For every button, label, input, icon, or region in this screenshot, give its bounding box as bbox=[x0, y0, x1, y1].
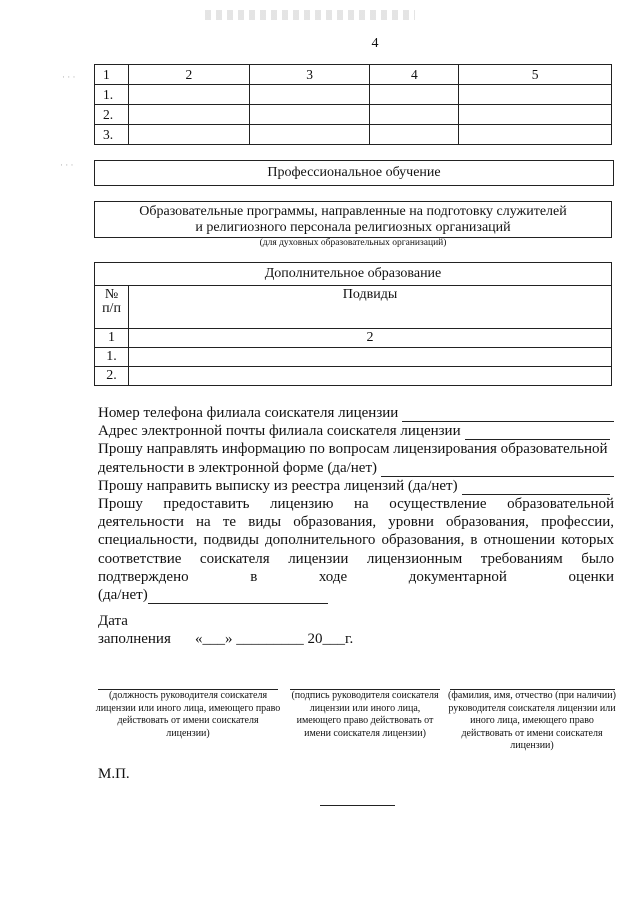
date-label-2: заполнения bbox=[98, 631, 171, 647]
email-field[interactable] bbox=[465, 425, 610, 440]
margin-mark: · · · bbox=[60, 160, 74, 170]
religious-programs-box bbox=[94, 201, 612, 238]
table-header-cell: 5 bbox=[459, 65, 612, 85]
license-text: деятельности на те виды образования, уровни образования, профессии, bbox=[98, 514, 614, 531]
subtypes-column-header: Подвиды bbox=[129, 286, 612, 329]
table-cell[interactable] bbox=[249, 125, 370, 145]
license-yes-no-label: (да/нет) bbox=[98, 587, 148, 604]
religious-programs-note: (для духовных образовательных организаций) bbox=[259, 238, 447, 248]
electronic-line bbox=[98, 459, 614, 477]
application-form bbox=[98, 404, 614, 604]
table-cell[interactable] bbox=[459, 85, 612, 105]
position-caption: (должность руководителя соискателя лицензии или иного лица, имеющего право действовать от имени соискателя лицензии) bbox=[95, 690, 281, 739]
row-number: 1. bbox=[95, 348, 129, 367]
number-sign: № bbox=[104, 287, 119, 302]
table-header-row bbox=[95, 65, 612, 85]
license-text: подтверждено в ходе документарной оценки bbox=[98, 568, 614, 585]
scan-artifact bbox=[205, 10, 415, 20]
table-header-cell: 4 bbox=[370, 65, 459, 85]
continuation-table bbox=[94, 64, 612, 145]
signature-caption: (подпись руководителя соискателя лицензии или иного лица, имеющего право действовать от имени соискателя лицензии) bbox=[291, 690, 439, 739]
table-cell[interactable] bbox=[249, 105, 370, 125]
extract-field[interactable] bbox=[462, 480, 610, 495]
number-pp: п/п bbox=[102, 301, 121, 316]
license-text: соответствие соискателя лицензии лицензионным требованиям было bbox=[98, 550, 614, 567]
row-number: 1. bbox=[95, 85, 129, 105]
column-number: 2 bbox=[129, 329, 612, 348]
date-label: Дата bbox=[98, 613, 128, 629]
extract-label: Прошу направить выписку из реестра лицензий (да/нет) bbox=[98, 477, 458, 494]
stamp-place: М.П. bbox=[98, 766, 130, 782]
date-field[interactable]: «___» _________ 20___г. bbox=[195, 631, 354, 647]
table-cell[interactable] bbox=[128, 105, 249, 125]
table-cell[interactable] bbox=[129, 348, 612, 367]
table-row bbox=[95, 85, 612, 105]
electronic-label-1: Прошу направлять информацию по вопросам лицензирования образовательной bbox=[98, 441, 608, 458]
additional-education-title: Дополнительное образование bbox=[95, 263, 612, 286]
table-cell[interactable] bbox=[459, 125, 612, 145]
religious-programs-line2: и религиозного персонала религиозных организаций bbox=[195, 220, 511, 235]
table-cell[interactable] bbox=[129, 367, 612, 386]
table-row bbox=[95, 105, 612, 125]
phone-label: Номер телефона филиала соискателя лицензии bbox=[98, 405, 399, 421]
number-column-header bbox=[95, 286, 129, 329]
page-number: 4 bbox=[371, 36, 379, 51]
religious-programs-line1: Образовательные программы, направленные на подготовку служителей bbox=[139, 204, 567, 219]
table-cell[interactable] bbox=[128, 125, 249, 145]
table-row bbox=[95, 348, 612, 367]
additional-education-table bbox=[94, 262, 612, 386]
table-cell[interactable] bbox=[249, 85, 370, 105]
extract-line bbox=[98, 477, 614, 495]
license-text: Прошу предоставить лицензию на осуществление образовательной bbox=[98, 496, 614, 513]
row-number: 2. bbox=[95, 105, 129, 125]
email-label: Адрес электронной почты филиала соискателя лицензии bbox=[98, 423, 461, 440]
row-number: 3. bbox=[95, 125, 129, 145]
table-header-cell: 2 bbox=[128, 65, 249, 85]
license-yes-no-line bbox=[98, 586, 614, 604]
table-cell[interactable] bbox=[370, 85, 459, 105]
table-header-cell: 1 bbox=[95, 65, 129, 85]
column-number: 1 bbox=[95, 329, 129, 348]
name-caption: (фамилия, имя, отчество (при наличии) руководителя соискателя лицензии или иного лица, имеющего право действовать от имени соискателя лицензии) bbox=[448, 690, 616, 751]
footer-dash bbox=[320, 805, 395, 806]
margin-mark: · · · bbox=[62, 72, 76, 82]
prof-training-heading: Профессиональное обучение bbox=[94, 160, 614, 186]
license-text: специальности, подвиды дополнительного образования, в отношении которых bbox=[98, 532, 614, 549]
table-cell[interactable] bbox=[128, 85, 249, 105]
table-cell[interactable] bbox=[370, 105, 459, 125]
electronic-label-2: деятельности в электронной форме (да/нет) bbox=[98, 459, 378, 476]
table-cell[interactable] bbox=[370, 125, 459, 145]
email-line bbox=[98, 422, 614, 440]
table-row bbox=[95, 125, 612, 145]
electronic-field[interactable] bbox=[381, 462, 614, 477]
table-cell[interactable] bbox=[459, 105, 612, 125]
phone-field[interactable] bbox=[402, 407, 614, 422]
license-yes-no-field[interactable] bbox=[148, 589, 328, 604]
phone-line bbox=[98, 404, 614, 422]
table-row bbox=[95, 367, 612, 386]
row-number: 2. bbox=[95, 367, 129, 386]
table-header-cell: 3 bbox=[249, 65, 370, 85]
